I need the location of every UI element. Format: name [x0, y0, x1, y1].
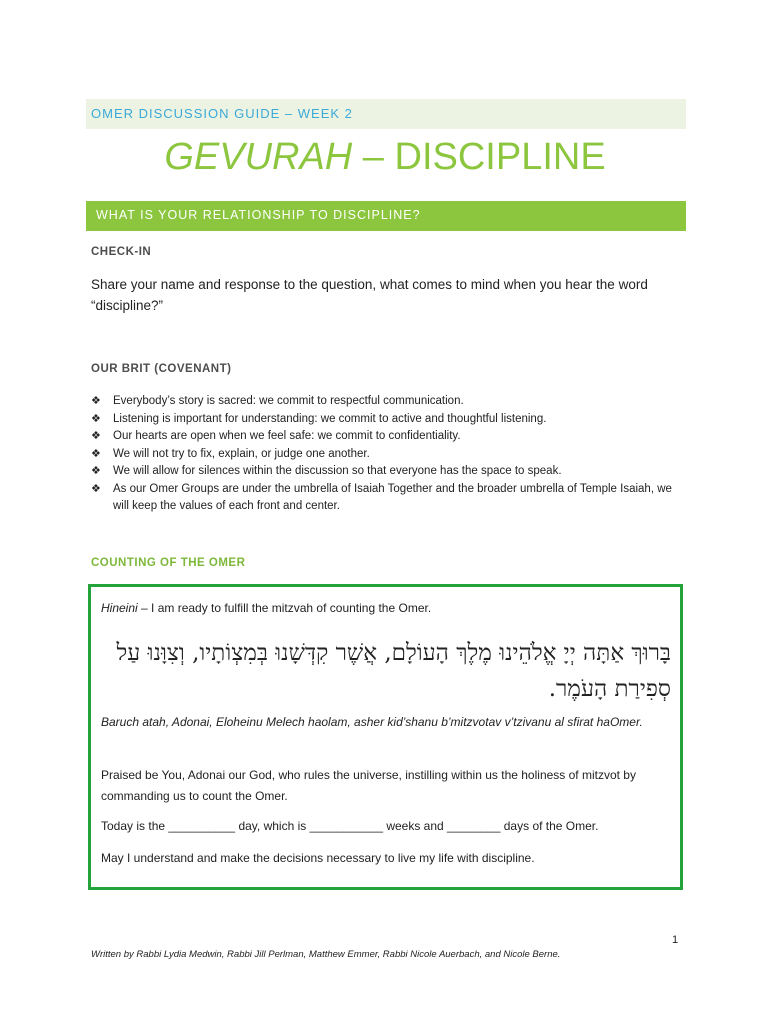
diamond-bullet-icon: ❖ [91, 412, 101, 425]
diamond-bullet-icon: ❖ [91, 465, 101, 477]
counting-heading: COUNTING OF THE OMER [91, 557, 246, 569]
page-number: 1 [672, 934, 679, 946]
hineini-word: Hineini [101, 601, 138, 615]
closing-line: May I understand and make the decisions necessary to live my life with discipline. [101, 851, 535, 865]
diamond-bullet-icon: ❖ [91, 482, 101, 495]
diamond-bullet-icon: ❖ [91, 395, 101, 407]
title-hebrew-term: GEVURAH [164, 136, 353, 178]
translation: Praised be You, Adonai our God, who rules the universe, instilling within us the holiness of mitzvot by commanding us to count the Omer. [101, 768, 636, 803]
brit-list [91, 393, 691, 516]
diamond-bullet-icon: ❖ [91, 447, 101, 460]
diamond-bullet-icon: ❖ [91, 430, 101, 442]
transliteration: Baruch atah, Adonai, Eloheinu Melech haolam, asher kid’shanu b’mitzvotav v’tzivanu al sfirat haOmer. [101, 715, 643, 729]
checkin-heading: CHECK-IN [91, 246, 152, 258]
guide-label: OMER DISCUSSION GUIDE – WEEK 2 [91, 106, 353, 121]
hineini-line [101, 601, 671, 615]
list-item: ❖ Our hearts are open when we feel safe: we commit to confidentiality. [91, 428, 691, 446]
header-band [86, 99, 686, 129]
checkin-text: Share your name and response to the question, what comes to mind when you hear the word “discipline?” [91, 277, 648, 313]
question-text: WHAT IS YOUR RELATIONSHIP TO DISCIPLINE? [96, 208, 421, 222]
list-item: ❖ Listening is important for understanding: we commit to active and thoughtful listening. [91, 411, 691, 429]
title-english-term: – DISCIPLINE [352, 136, 606, 178]
page-title [0, 136, 770, 179]
list-item: ❖ As our Omer Groups are under the umbrella of Isaiah Together and the broader umbrella of Temple Isaiah, we will keep the values of each front and center. [91, 482, 672, 512]
list-item: ❖ We will allow for silences within the discussion so that everyone has the space to speak. [91, 463, 691, 481]
list-item: ❖ Everybody’s story is sacred: we commit to respectful communication. [91, 393, 691, 411]
question-bar [86, 201, 686, 231]
list-item: ❖ We will not try to fix, explain, or judge one another. [91, 446, 691, 464]
hineini-rest: – I am ready to fulfill the mitzvah of counting the Omer. [137, 601, 432, 615]
footer-credits: Written by Rabbi Lydia Medwin, Rabbi Jill Perlman, Matthew Emmer, Rabbi Nicole Auerbach, and Nicole Berne. [91, 949, 561, 960]
omer-blessing-box [88, 584, 683, 890]
hebrew-blessing: בָּרוּךְ אַתָּה יְיָ אֱלֹהֵינוּ מֶלֶךְ הָעוֹלָם, אֲשֶׁר קִדְּשָׁנוּ בְּמִצְוֹתָיו, וְצִוָּנוּ עַל סְפִירַת הָעֹמֶר. [116, 640, 671, 702]
today-count-line: Today is the __________ day, which is ___________ weeks and ________ days of the Omer. [101, 819, 599, 833]
brit-heading: OUR BRIT (COVENANT) [91, 363, 232, 375]
